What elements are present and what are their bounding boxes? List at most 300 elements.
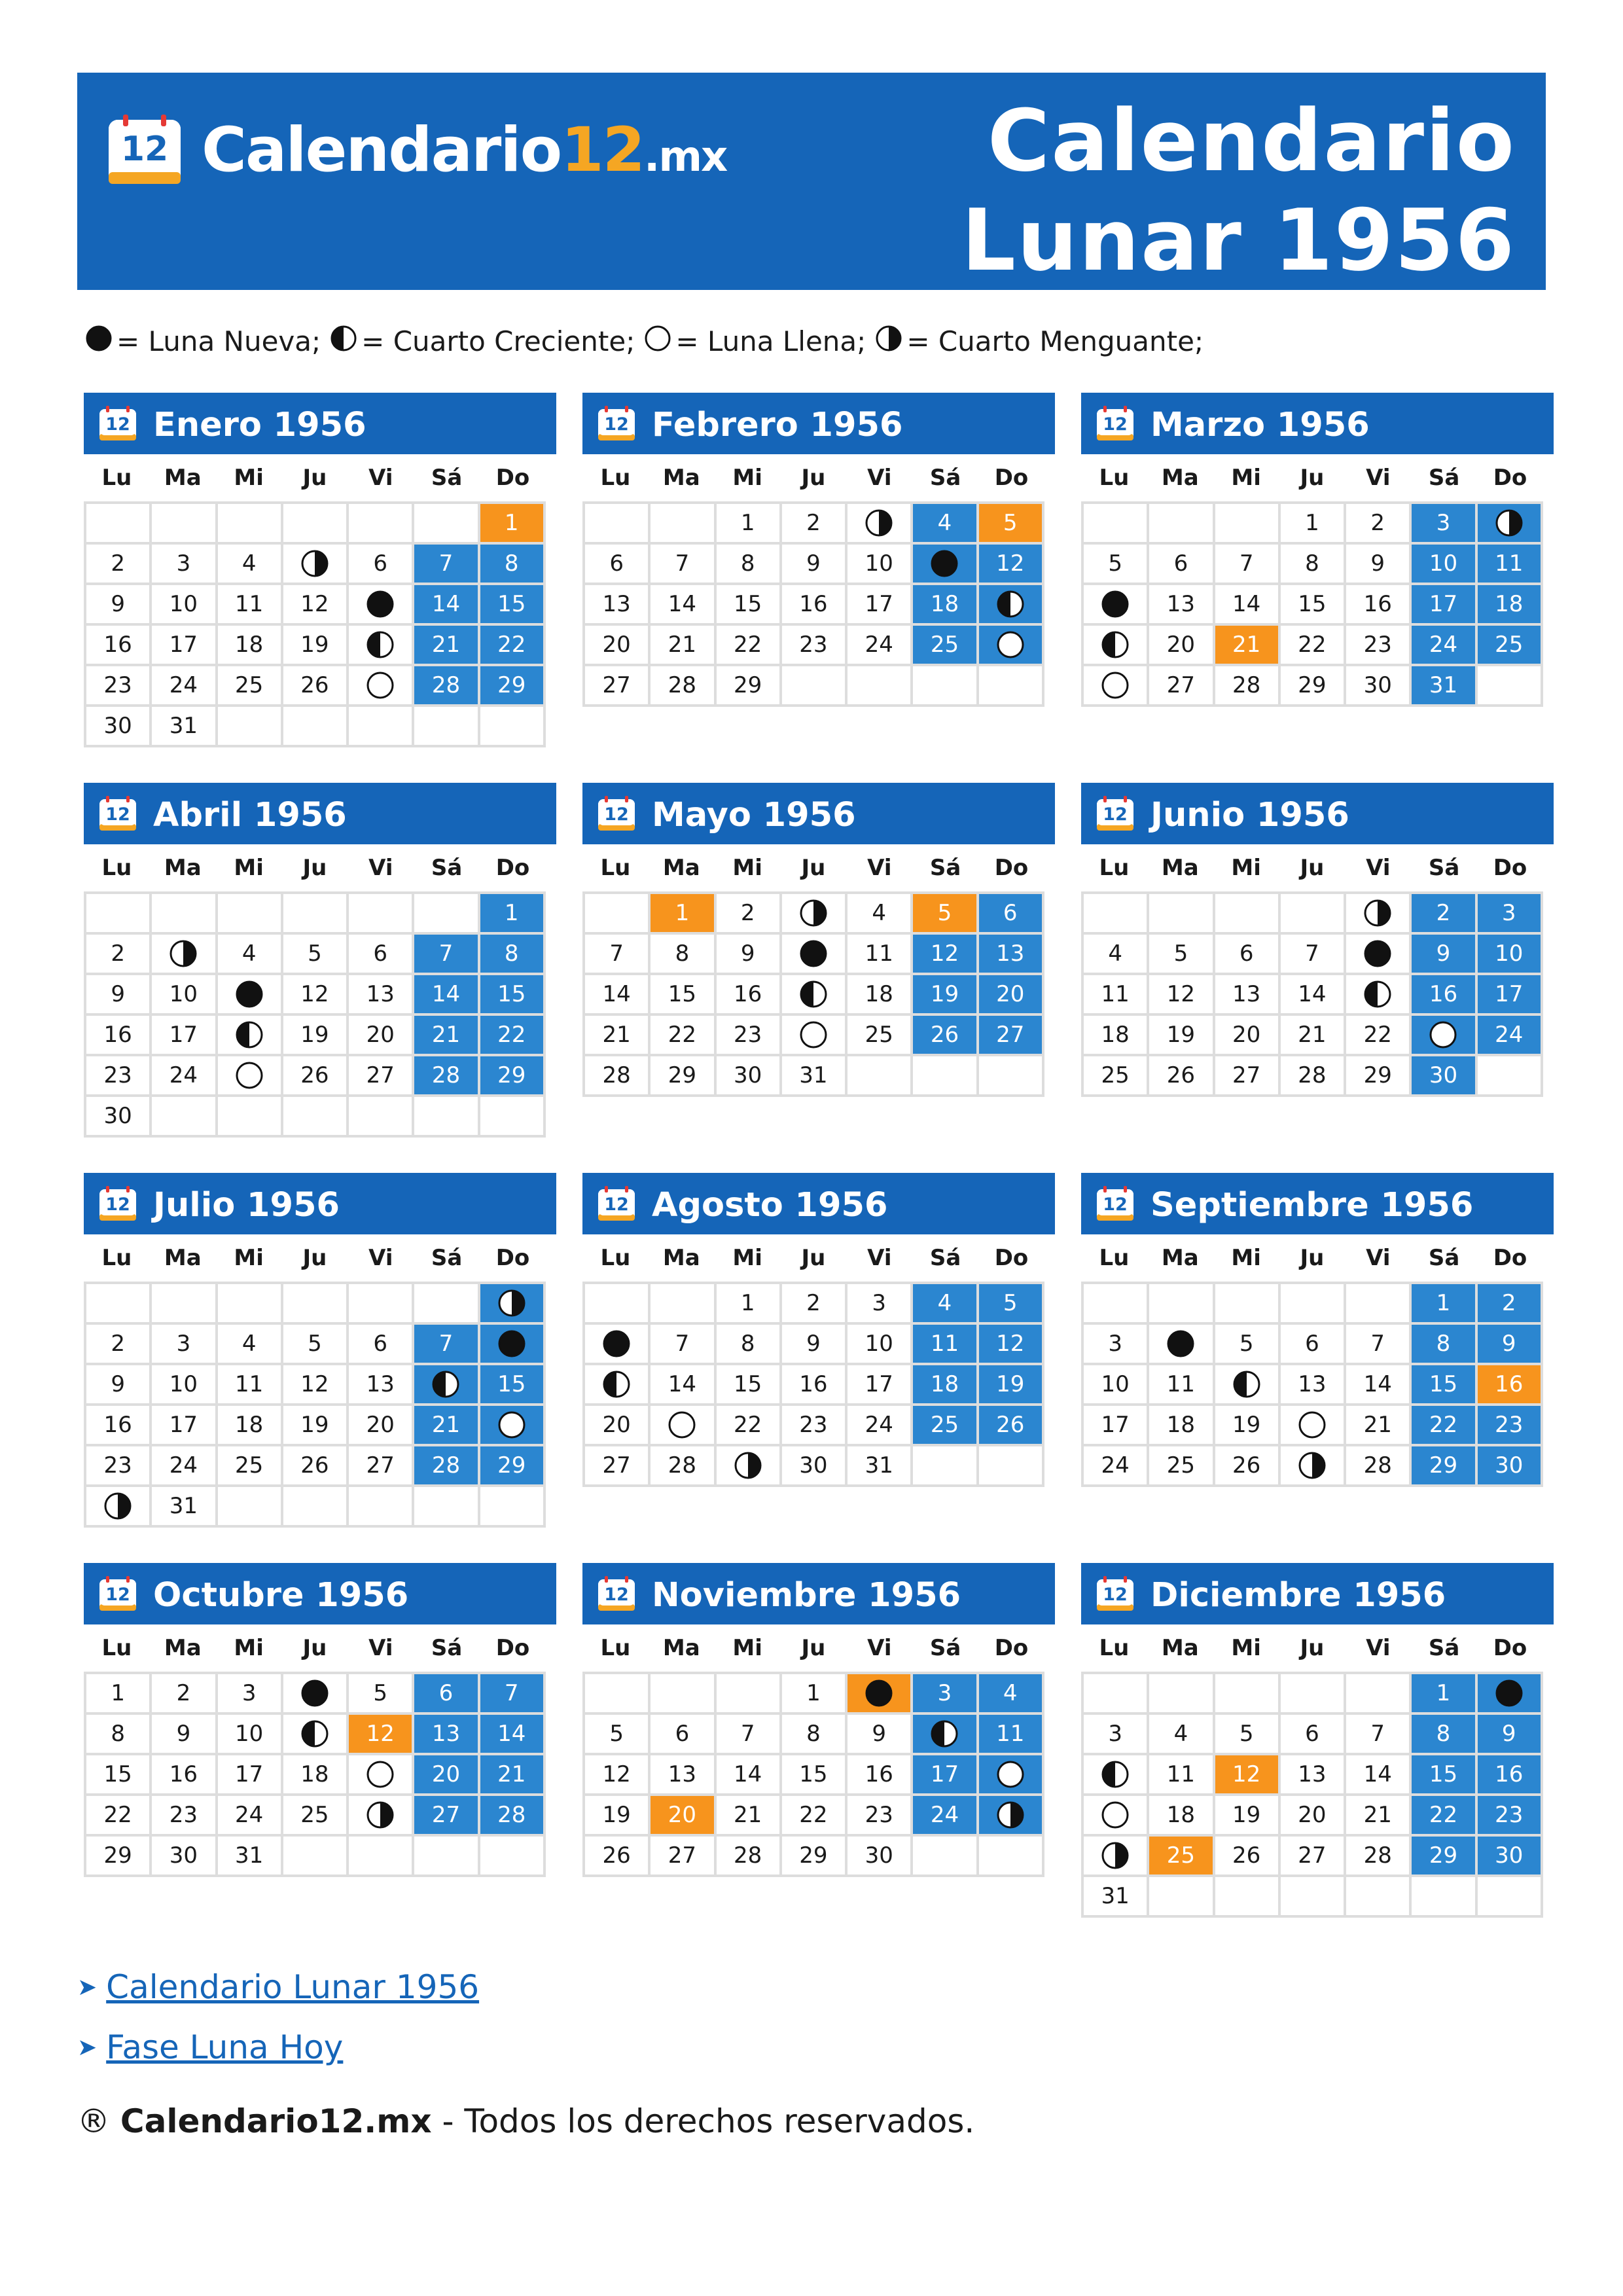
week-row bbox=[86, 1016, 546, 1056]
weekday-label: Mi bbox=[234, 465, 264, 491]
day-cell: 8 bbox=[717, 1325, 782, 1365]
day-cell: 20 bbox=[651, 1796, 716, 1837]
day-cell: 30 bbox=[86, 1097, 152, 1138]
week-row bbox=[1084, 1674, 1543, 1715]
month-calendar bbox=[1081, 1563, 1554, 1918]
footer-brand: Calendario12.mx bbox=[120, 2102, 432, 2140]
weekday-label: Lu bbox=[101, 855, 132, 881]
week-row bbox=[585, 1446, 1044, 1487]
link-item bbox=[77, 1957, 479, 2017]
weekday-label: Do bbox=[1493, 1635, 1527, 1661]
day-cell: 10 bbox=[1412, 545, 1477, 585]
day-cell: 1 bbox=[717, 504, 782, 545]
day-cell: 11 bbox=[847, 935, 913, 975]
calendar-icon bbox=[98, 1185, 137, 1222]
weekday-label: Vi bbox=[1366, 855, 1391, 881]
day-cell: 21 bbox=[1281, 1016, 1346, 1056]
day-cell: 5 bbox=[913, 894, 978, 935]
new-moon-icon bbox=[1166, 1329, 1195, 1358]
day-cell: 14 bbox=[414, 585, 480, 626]
day-cell: 9 bbox=[86, 585, 152, 626]
day-cell: 5 bbox=[1215, 1715, 1281, 1755]
empty-cell bbox=[1215, 1674, 1281, 1715]
empty-cell bbox=[1149, 504, 1215, 545]
day-cell: 16 bbox=[152, 1755, 217, 1796]
day-cell: 13 bbox=[979, 935, 1044, 975]
day-cell: 27 bbox=[651, 1837, 716, 1877]
last-quarter-icon bbox=[1363, 899, 1392, 927]
weekday-label: Mi bbox=[732, 855, 762, 881]
day-cell: 5 bbox=[283, 935, 349, 975]
day-cell: 6 bbox=[349, 545, 414, 585]
weekday-label: Sá bbox=[1428, 1635, 1460, 1661]
full-moon-icon bbox=[235, 1061, 264, 1090]
month-title: Febrero 1956 bbox=[652, 405, 903, 444]
weekday-label: Vi bbox=[368, 465, 393, 491]
day-cell: 16 bbox=[86, 626, 152, 666]
month-title: Junio 1956 bbox=[1150, 795, 1349, 834]
day-cell: 19 bbox=[1215, 1796, 1281, 1837]
week-row bbox=[86, 585, 546, 626]
day-cell: 30 bbox=[782, 1446, 847, 1487]
empty-cell bbox=[218, 1097, 283, 1138]
empty-cell bbox=[1478, 666, 1543, 707]
day-cell: 30 bbox=[1478, 1837, 1543, 1877]
week-row bbox=[1084, 1325, 1543, 1365]
day-cell: 19 bbox=[585, 1796, 651, 1837]
day-cell: 8 bbox=[1412, 1325, 1477, 1365]
month-title: Marzo 1956 bbox=[1150, 405, 1370, 444]
empty-cell bbox=[414, 707, 480, 747]
day-cell: 10 bbox=[1084, 1365, 1149, 1406]
empty-cell bbox=[1346, 1877, 1412, 1918]
calendar-icon-number: 12 bbox=[604, 414, 629, 435]
weekday-label: Sá bbox=[1428, 855, 1460, 881]
day-cell: 25 bbox=[847, 1016, 913, 1056]
day-cell: 29 bbox=[1412, 1446, 1477, 1487]
day-cell: 16 bbox=[1412, 975, 1477, 1016]
weekday-label: Ma bbox=[662, 465, 700, 491]
last-quarter-icon bbox=[300, 549, 329, 578]
weekday-label: Ju bbox=[302, 465, 327, 491]
day-cell: 7 bbox=[414, 935, 480, 975]
empty-cell bbox=[480, 1837, 546, 1877]
day-cell: 11 bbox=[1149, 1365, 1215, 1406]
day-cell: 1 bbox=[480, 504, 546, 545]
weekday-header bbox=[1081, 1234, 1543, 1282]
week-row bbox=[585, 1325, 1044, 1365]
weekday-label: Ju bbox=[1300, 1635, 1325, 1661]
day-cell-full-moon bbox=[1084, 666, 1149, 707]
day-cell: 5 bbox=[283, 1325, 349, 1365]
day-cell: 18 bbox=[1084, 1016, 1149, 1056]
new-moon-icon bbox=[1101, 590, 1130, 619]
site-logo[interactable] bbox=[106, 111, 726, 189]
week-row bbox=[86, 1056, 546, 1097]
full-moon-icon bbox=[366, 671, 395, 700]
empty-cell bbox=[218, 894, 283, 935]
day-cell: 2 bbox=[1412, 894, 1477, 935]
month-title: Diciembre 1956 bbox=[1150, 1575, 1446, 1615]
day-cell: 20 bbox=[585, 626, 651, 666]
calendar-icon-number: 12 bbox=[1103, 804, 1128, 825]
day-cell: 17 bbox=[1478, 975, 1543, 1016]
new-moon-icon bbox=[1363, 939, 1392, 968]
calendar-icon-number: 12 bbox=[105, 1194, 130, 1215]
day-cell: 7 bbox=[1215, 545, 1281, 585]
day-cell: 15 bbox=[480, 975, 546, 1016]
day-cell: 28 bbox=[414, 666, 480, 707]
day-cell: 26 bbox=[283, 666, 349, 707]
calendar-icon bbox=[1096, 1185, 1135, 1222]
day-grid bbox=[1081, 891, 1543, 1097]
week-row bbox=[585, 1016, 1044, 1056]
day-cell: 4 bbox=[913, 504, 978, 545]
day-cell: 29 bbox=[782, 1837, 847, 1877]
day-cell: 20 bbox=[979, 975, 1044, 1016]
day-cell: 19 bbox=[1149, 1016, 1215, 1056]
day-cell: 6 bbox=[1149, 545, 1215, 585]
week-row bbox=[585, 504, 1044, 545]
day-cell-last-quarter bbox=[86, 1487, 152, 1528]
weekday-label: Do bbox=[1493, 465, 1527, 491]
day-cell: 30 bbox=[86, 707, 152, 747]
weekday-label: Ma bbox=[164, 465, 202, 491]
new-moon-icon bbox=[300, 1679, 329, 1708]
month-title: Abril 1956 bbox=[153, 795, 347, 834]
calendar-icon-number: 12 bbox=[105, 1585, 130, 1605]
day-cell: 24 bbox=[152, 1446, 217, 1487]
calendar-icon-number: 12 bbox=[105, 804, 130, 825]
last-quarter-icon bbox=[875, 325, 902, 352]
empty-cell bbox=[86, 1284, 152, 1325]
day-cell-full-moon bbox=[1412, 1016, 1477, 1056]
empty-cell bbox=[152, 1097, 217, 1138]
day-cell: 17 bbox=[913, 1755, 978, 1796]
link-moon-today[interactable]: Fase Luna Hoy bbox=[106, 2028, 344, 2066]
calendar-icon bbox=[98, 1575, 137, 1612]
day-cell: 20 bbox=[1149, 626, 1215, 666]
day-cell: 13 bbox=[349, 1365, 414, 1406]
weekday-label: Mi bbox=[234, 1635, 264, 1661]
month-title: Agosto 1956 bbox=[652, 1185, 888, 1225]
week-row bbox=[1084, 1796, 1543, 1837]
month-header bbox=[84, 393, 556, 454]
day-cell-full-moon bbox=[1084, 1796, 1149, 1837]
week-row bbox=[585, 1406, 1044, 1446]
day-cell: 8 bbox=[480, 545, 546, 585]
day-cell: 31 bbox=[782, 1056, 847, 1097]
day-cell: 25 bbox=[218, 666, 283, 707]
day-cell: 3 bbox=[913, 1674, 978, 1715]
day-cell: 19 bbox=[979, 1365, 1044, 1406]
full-moon-icon bbox=[1298, 1410, 1327, 1439]
last-quarter-icon bbox=[497, 1289, 526, 1318]
weekday-label: Sá bbox=[929, 1245, 961, 1271]
day-cell: 8 bbox=[1412, 1715, 1477, 1755]
first-quarter-icon bbox=[799, 980, 828, 1009]
full-moon-icon bbox=[366, 1760, 395, 1789]
day-cell: 27 bbox=[979, 1016, 1044, 1056]
day-cell: 11 bbox=[979, 1715, 1044, 1755]
day-cell: 15 bbox=[782, 1755, 847, 1796]
day-cell: 23 bbox=[152, 1796, 217, 1837]
day-cell: 28 bbox=[1346, 1837, 1412, 1877]
calendar-icon-number: 12 bbox=[604, 1585, 629, 1605]
day-cell: 22 bbox=[480, 1016, 546, 1056]
link-lunar-calendar[interactable]: Calendario Lunar 1956 bbox=[106, 1968, 480, 2006]
day-cell: 12 bbox=[913, 935, 978, 975]
week-row bbox=[86, 1487, 546, 1528]
weekday-label: Mi bbox=[1231, 465, 1261, 491]
weekday-label: Vi bbox=[368, 1245, 393, 1271]
day-cell: 23 bbox=[86, 1446, 152, 1487]
day-cell: 17 bbox=[847, 585, 913, 626]
day-cell: 13 bbox=[349, 975, 414, 1016]
month-calendar bbox=[582, 1173, 1055, 1487]
day-cell-new-moon bbox=[585, 1325, 651, 1365]
week-row bbox=[1084, 1837, 1543, 1877]
day-cell: 30 bbox=[1412, 1056, 1477, 1097]
weekday-label: Vi bbox=[368, 855, 393, 881]
week-row bbox=[86, 666, 546, 707]
day-cell: 20 bbox=[349, 1016, 414, 1056]
day-grid bbox=[582, 1282, 1044, 1487]
week-row bbox=[1084, 1365, 1543, 1406]
weekday-header bbox=[84, 454, 546, 501]
new-moon-icon bbox=[497, 1329, 526, 1358]
empty-cell bbox=[414, 1284, 480, 1325]
calendar-icon-number: 12 bbox=[1103, 1194, 1128, 1215]
weekday-header bbox=[582, 1624, 1044, 1672]
day-cell-last-quarter bbox=[480, 1284, 546, 1325]
day-cell: 18 bbox=[913, 1365, 978, 1406]
day-cell: 25 bbox=[1478, 626, 1543, 666]
week-row bbox=[86, 1755, 546, 1796]
weekday-label: Sá bbox=[1428, 1245, 1460, 1271]
day-cell-last-quarter bbox=[1084, 1837, 1149, 1877]
day-cell: 4 bbox=[847, 894, 913, 935]
day-cell: 14 bbox=[1281, 975, 1346, 1016]
empty-cell bbox=[913, 666, 978, 707]
empty-cell bbox=[414, 504, 480, 545]
day-cell: 3 bbox=[152, 545, 217, 585]
week-row bbox=[86, 1446, 546, 1487]
day-cell-first-quarter bbox=[913, 1715, 978, 1755]
weekday-label: Do bbox=[994, 1245, 1029, 1271]
day-cell: 9 bbox=[1346, 545, 1412, 585]
day-cell: 10 bbox=[218, 1715, 283, 1755]
registered-symbol: ® bbox=[77, 2102, 110, 2140]
day-cell: 14 bbox=[1346, 1365, 1412, 1406]
last-quarter-icon bbox=[366, 1801, 395, 1829]
first-quarter-icon bbox=[602, 1370, 631, 1399]
week-row bbox=[585, 1674, 1044, 1715]
day-cell: 28 bbox=[585, 1056, 651, 1097]
day-cell: 2 bbox=[1346, 504, 1412, 545]
day-cell: 14 bbox=[1215, 585, 1281, 626]
day-cell: 27 bbox=[349, 1446, 414, 1487]
day-cell: 9 bbox=[717, 935, 782, 975]
day-cell: 27 bbox=[349, 1056, 414, 1097]
weekday-label: Ju bbox=[801, 1245, 826, 1271]
week-row bbox=[86, 1097, 546, 1138]
day-cell: 1 bbox=[1412, 1674, 1477, 1715]
title-line-1: Calendario bbox=[987, 91, 1516, 190]
empty-cell bbox=[717, 1674, 782, 1715]
weekday-label: Sá bbox=[431, 465, 463, 491]
calendar-icon bbox=[597, 405, 636, 442]
day-cell: 24 bbox=[847, 1406, 913, 1446]
month-header bbox=[582, 783, 1055, 844]
day-cell: 18 bbox=[847, 975, 913, 1016]
day-cell: 29 bbox=[480, 666, 546, 707]
day-cell: 23 bbox=[1478, 1796, 1543, 1837]
day-cell: 2 bbox=[86, 935, 152, 975]
day-cell-full-moon bbox=[480, 1406, 546, 1446]
month-header bbox=[84, 783, 556, 844]
weekday-label: Vi bbox=[867, 1635, 892, 1661]
weekday-label: Ma bbox=[662, 855, 700, 881]
day-cell: 1 bbox=[1412, 1284, 1477, 1325]
day-grid bbox=[84, 1672, 546, 1877]
day-cell: 5 bbox=[585, 1715, 651, 1755]
day-cell: 30 bbox=[847, 1837, 913, 1877]
full-moon-icon bbox=[1429, 1020, 1457, 1049]
weekday-label: Mi bbox=[1231, 1635, 1261, 1661]
week-row bbox=[585, 666, 1044, 707]
day-cell: 6 bbox=[349, 1325, 414, 1365]
full-moon-icon bbox=[644, 325, 671, 352]
day-cell: 3 bbox=[1412, 504, 1477, 545]
day-cell: 27 bbox=[1215, 1056, 1281, 1097]
empty-cell bbox=[1346, 1674, 1412, 1715]
weekday-label: Ma bbox=[1161, 1635, 1199, 1661]
day-cell: 7 bbox=[717, 1715, 782, 1755]
weekday-label: Ma bbox=[1161, 855, 1199, 881]
day-cell: 31 bbox=[218, 1837, 283, 1877]
weekday-label: Ma bbox=[164, 1635, 202, 1661]
week-row bbox=[585, 1837, 1044, 1877]
day-cell: 27 bbox=[585, 666, 651, 707]
weekday-header bbox=[1081, 1624, 1543, 1672]
day-cell: 26 bbox=[1215, 1446, 1281, 1487]
day-cell-new-moon bbox=[349, 585, 414, 626]
empty-cell bbox=[1412, 1877, 1477, 1918]
day-cell: 20 bbox=[585, 1406, 651, 1446]
day-cell: 20 bbox=[1215, 1016, 1281, 1056]
new-moon-icon bbox=[865, 1679, 893, 1708]
last-quarter-icon bbox=[1298, 1451, 1327, 1480]
day-cell: 25 bbox=[913, 1406, 978, 1446]
day-cell: 26 bbox=[1215, 1837, 1281, 1877]
empty-cell bbox=[349, 1487, 414, 1528]
day-cell: 8 bbox=[480, 935, 546, 975]
week-row bbox=[1084, 585, 1543, 626]
month-calendar bbox=[84, 393, 556, 747]
day-cell-new-moon bbox=[913, 545, 978, 585]
day-cell: 15 bbox=[1412, 1755, 1477, 1796]
full-moon-icon bbox=[799, 1020, 828, 1049]
day-cell: 10 bbox=[1478, 935, 1543, 975]
day-grid bbox=[84, 501, 546, 747]
day-cell: 9 bbox=[1412, 935, 1477, 975]
day-cell: 7 bbox=[414, 545, 480, 585]
day-grid bbox=[84, 1282, 546, 1528]
new-moon-icon bbox=[930, 549, 959, 578]
day-cell: 2 bbox=[152, 1674, 217, 1715]
month-header bbox=[582, 1173, 1055, 1234]
week-row bbox=[1084, 1056, 1543, 1097]
calendar-icon bbox=[1096, 1575, 1135, 1612]
day-cell-new-moon bbox=[1149, 1325, 1215, 1365]
month-calendar bbox=[84, 1173, 556, 1528]
empty-cell bbox=[480, 1097, 546, 1138]
day-cell: 29 bbox=[480, 1446, 546, 1487]
day-cell: 27 bbox=[1281, 1837, 1346, 1877]
month-title: Mayo 1956 bbox=[652, 795, 856, 834]
day-cell: 5 bbox=[979, 1284, 1044, 1325]
month-title: Octubre 1956 bbox=[153, 1575, 409, 1615]
empty-cell bbox=[1346, 1284, 1412, 1325]
day-cell: 15 bbox=[480, 585, 546, 626]
day-cell: 24 bbox=[1084, 1446, 1149, 1487]
empty-cell bbox=[979, 1056, 1044, 1097]
month-calendar bbox=[1081, 783, 1554, 1097]
day-cell: 9 bbox=[1478, 1325, 1543, 1365]
month-calendar bbox=[84, 783, 556, 1138]
first-quarter-icon bbox=[930, 1719, 959, 1748]
calendar-icon-number: 12 bbox=[604, 804, 629, 825]
week-row bbox=[86, 707, 546, 747]
day-cell: 6 bbox=[651, 1715, 716, 1755]
day-cell: 28 bbox=[651, 666, 716, 707]
day-cell: 25 bbox=[1149, 1837, 1215, 1877]
month-calendar bbox=[582, 1563, 1055, 1877]
day-cell: 16 bbox=[782, 585, 847, 626]
first-quarter-icon bbox=[1101, 630, 1130, 659]
day-cell: 20 bbox=[414, 1755, 480, 1796]
empty-cell bbox=[1281, 1877, 1346, 1918]
day-cell: 4 bbox=[218, 935, 283, 975]
empty-cell bbox=[1149, 894, 1215, 935]
day-cell: 22 bbox=[782, 1796, 847, 1837]
weekday-label: Vi bbox=[1366, 1635, 1391, 1661]
day-cell-last-quarter bbox=[782, 894, 847, 935]
day-cell: 7 bbox=[651, 545, 716, 585]
day-cell: 16 bbox=[782, 1365, 847, 1406]
empty-cell bbox=[1215, 1877, 1281, 1918]
day-cell: 10 bbox=[152, 975, 217, 1016]
week-row bbox=[585, 1284, 1044, 1325]
empty-cell bbox=[1215, 504, 1281, 545]
calendar-icon bbox=[98, 795, 137, 832]
empty-cell bbox=[283, 707, 349, 747]
calendar-icon bbox=[597, 1185, 636, 1222]
day-cell: 12 bbox=[283, 1365, 349, 1406]
weekday-label: Vi bbox=[867, 465, 892, 491]
week-row bbox=[1084, 626, 1543, 666]
day-cell-last-quarter bbox=[979, 1796, 1044, 1837]
week-row bbox=[86, 1365, 546, 1406]
empty-cell bbox=[847, 666, 913, 707]
day-cell: 18 bbox=[218, 1406, 283, 1446]
week-row bbox=[585, 1056, 1044, 1097]
day-cell: 25 bbox=[283, 1796, 349, 1837]
weekday-label: Lu bbox=[600, 855, 631, 881]
day-cell: 12 bbox=[979, 1325, 1044, 1365]
day-cell: 5 bbox=[1149, 935, 1215, 975]
